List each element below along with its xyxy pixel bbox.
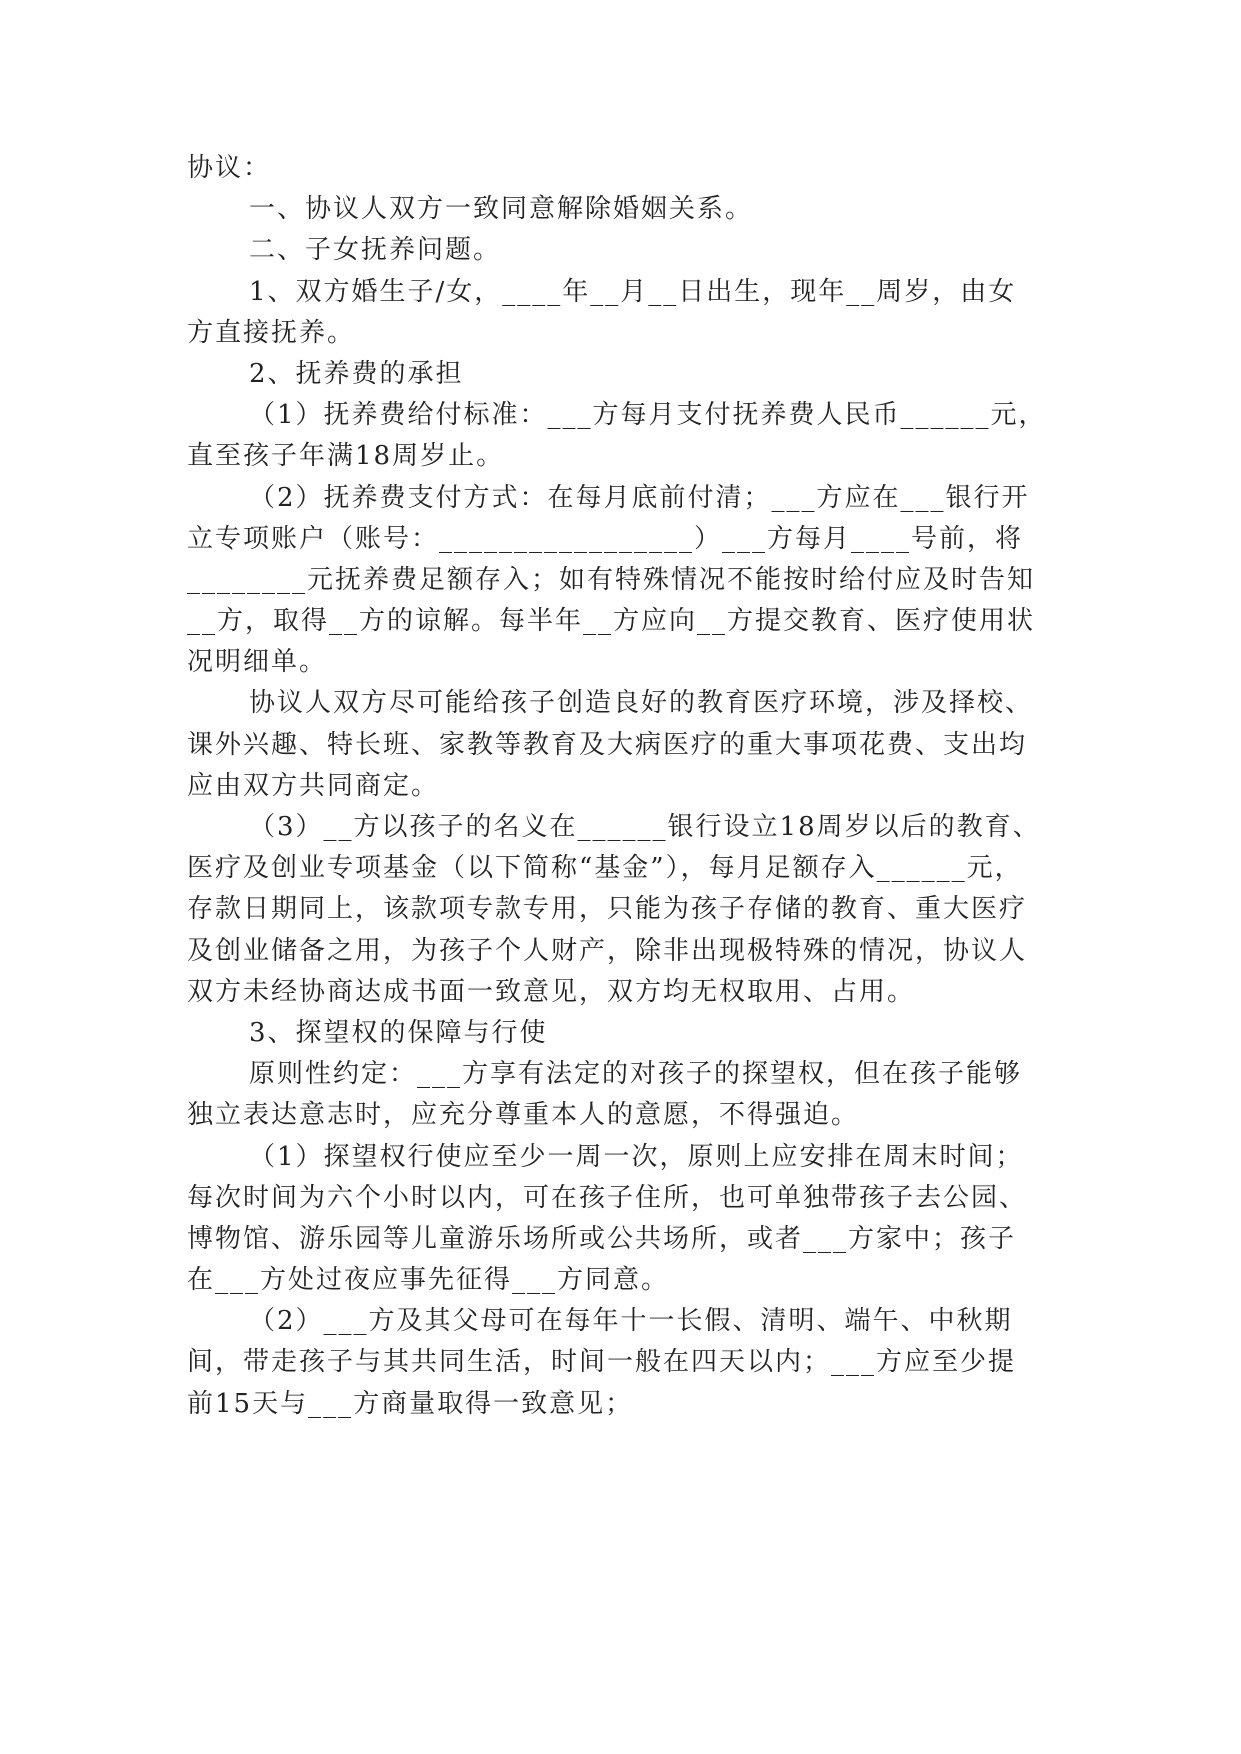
document-line: （3）__方以孩子的名义在______银行设立18周岁以后的教育、: [249, 812, 1041, 842]
document-line: （1）探望权行使应至少一周一次，原则上应安排在周末时间；: [249, 1141, 1024, 1172]
document-line: 每次时间为六个小时以内，可在孩子住所，也可单独带孩子去公园、: [187, 1182, 1028, 1213]
document-line: （2）抚养费支付方式：在每月底前付清；___方应在___银行开: [249, 482, 1030, 513]
document-line: __方，取得__方的谅解。每半年__方应向__方提交教育、医疗使用状: [187, 606, 1036, 637]
document-line: （1）抚养费给付标准：___方每月支付抚养费人民币______元，: [249, 400, 1047, 431]
document-page: [187, 148, 1053, 1425]
document-line: 立专项账户（账号：_________________）___方每月____号前，将: [187, 523, 1024, 554]
document-line: 博物馆、游乐园等儿童游乐场所或公共场所，或者___方家中；孩子: [187, 1223, 1017, 1254]
document-line: 前15天与___方商量取得一致意见；: [187, 1388, 634, 1419]
document-line: 3、探望权的保障与行使: [249, 1017, 548, 1048]
document-line: 独立表达意志时，应充分尊重本人的意愿，不得强迫。: [187, 1100, 860, 1131]
document-line: 应由双方共同商定。: [187, 770, 440, 801]
document-line: 协议人双方尽可能给孩子创造良好的教育医疗环境，涉及择校、: [249, 688, 1034, 719]
document-line: 方直接抚养。: [187, 317, 356, 348]
document-line: 原则性约定：___方享有法定的对孩子的探望权，但在孩子能够: [249, 1059, 1023, 1090]
document-line: ________元抚养费足额存入；如有特殊情况不能按时给付应及时告知: [187, 564, 1036, 595]
document-line: 及创业储备之用，为孩子个人财产，除非出现极特殊的情况，协议人: [187, 935, 1028, 966]
document-line: 一、协议人双方一致同意解除婚姻关系。: [249, 194, 754, 225]
document-line: 协议：: [187, 153, 272, 183]
document-line: 课外兴趣、特长班、家教等教育及大病医疗的重大事项花费、支出均: [187, 729, 1028, 760]
document-line: （2）___方及其父母可在每年十一长假、清明、端午、中秋期: [249, 1306, 1013, 1337]
document-line: 二、子女抚养问题。: [249, 235, 502, 266]
document-line: 况明细单。: [187, 647, 328, 678]
document-line: 双方未经协商达成书面一致意见，双方均无权取用、占用。: [187, 976, 916, 1007]
document-line: 直至孩子年满18周岁止。: [187, 441, 505, 472]
document-line: 医疗及创业专项基金（以下简称“基金”），每月足额存入______元，: [187, 853, 1023, 884]
document-line: 存款日期同上，该款项专款专用，只能为孩子存储的教育、重大医疗: [187, 894, 1028, 925]
document-line: 在___方处过夜应事先征得___方同意。: [187, 1265, 670, 1296]
document-line: 2、抚养费的承担: [249, 358, 464, 389]
document-line: 1、双方婚生子/女，____年__月__日出生，现年__周岁，由女: [249, 276, 1017, 307]
document-line: 间，带走孩子与其共同生活，时间一般在四天以内；___方应至少提: [187, 1347, 1017, 1378]
